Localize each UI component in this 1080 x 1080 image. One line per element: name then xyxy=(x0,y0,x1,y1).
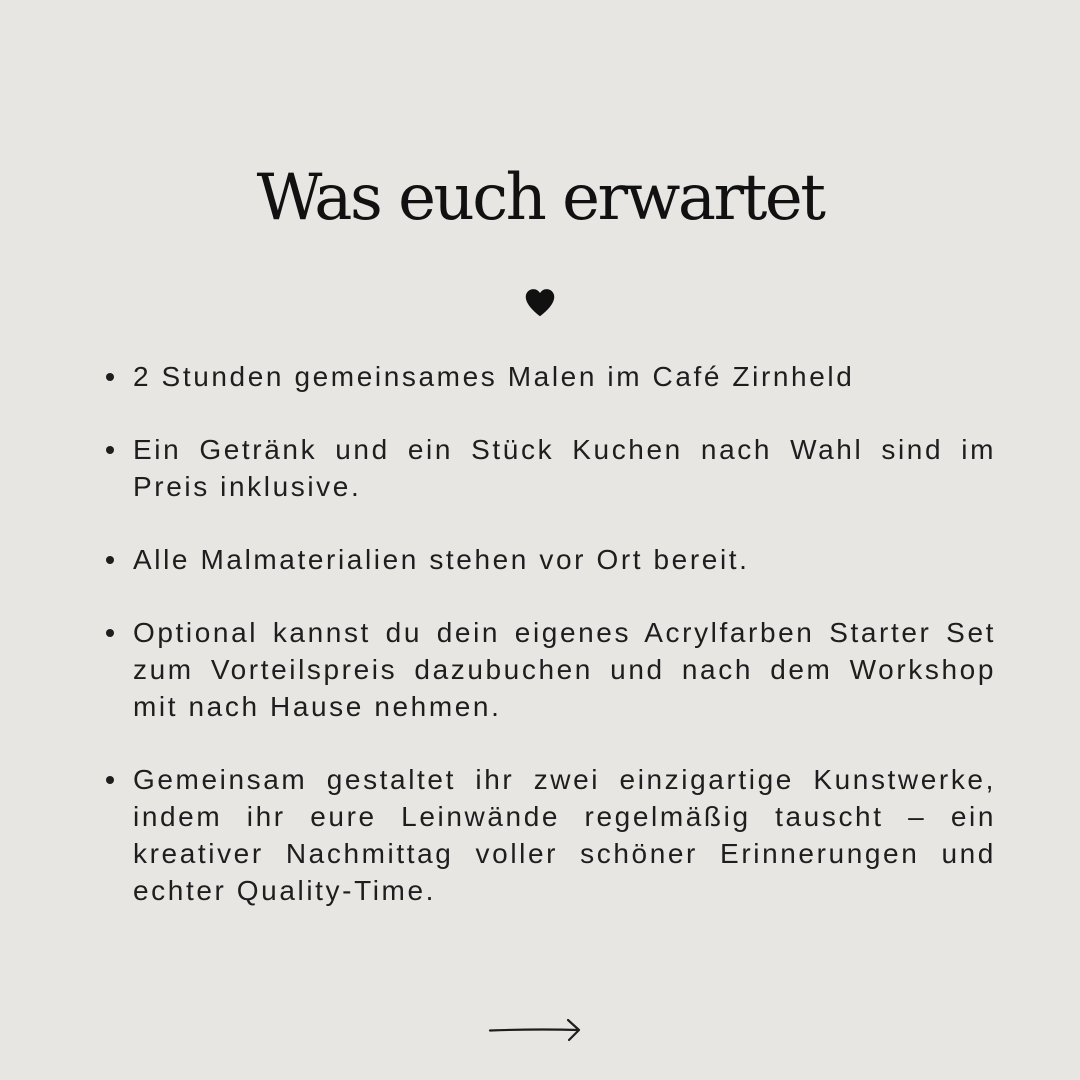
list-item: Ein Getränk und ein Stück Kuchen nach Wahl sind im Preis inklusive. xyxy=(104,431,996,505)
heart-icon xyxy=(522,284,558,320)
list-item: Alle Malmaterialien stehen vor Ort bereit. xyxy=(104,541,996,578)
list-item: Optional kannst du dein eigenes Acrylfarben Starter Set zum Vorteilspreis dazubuchen und nach dem Workshop mit nach Hause nehmen. xyxy=(104,614,996,725)
list-item: Gemeinsam gestaltet ihr zwei einzigartige Kunstwerke, indem ihr eure Leinwände regelmäßig tauscht – ein kreativer Nachmittag voller schöner Erinnerungen und echter Quality-Time. xyxy=(104,761,996,909)
arrow-right-icon[interactable] xyxy=(488,1016,582,1044)
list-item: 2 Stunden gemeinsames Malen im Café Zirnheld xyxy=(104,358,996,395)
feature-list xyxy=(104,358,996,945)
page-title: Was euch erwartet xyxy=(256,161,824,235)
